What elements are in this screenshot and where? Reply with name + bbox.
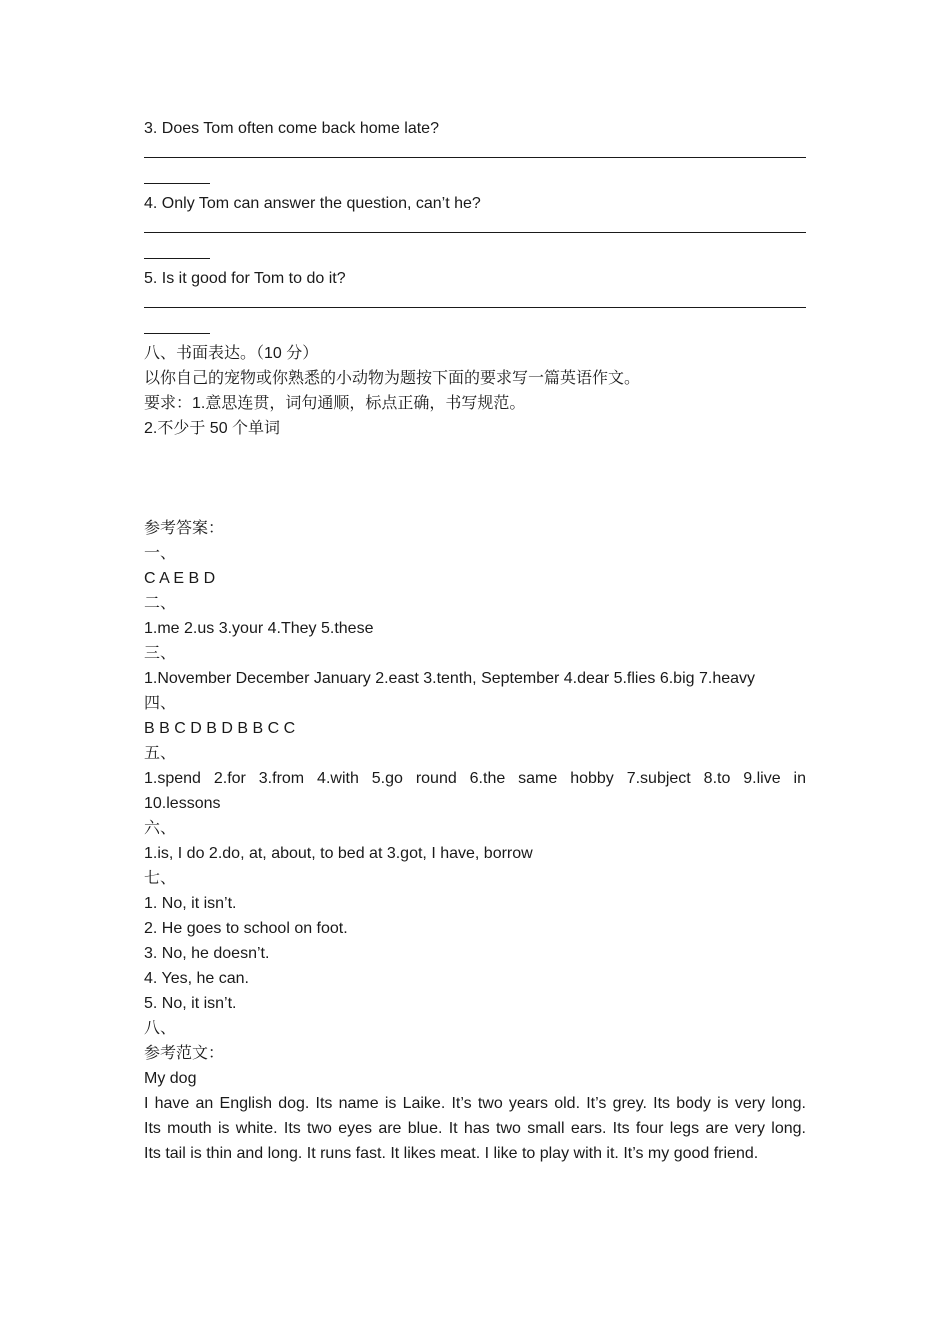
section-2-label: 二、 [144,595,177,612]
essay-title: My dog [144,1070,197,1087]
answer-line-end [144,166,806,191]
writing-instruction: 以你自己的宠物或你熟悉的小动物为题按下面的要求写一篇英语作文。 [144,370,641,387]
writing-heading: 八、书面表达。（10 分） [144,345,319,362]
writing-requirement-1: 要求：1.意思连贯，词句通顺，标点正确，书写规范。 [144,395,526,412]
section-2-answers: 1.me 2.us 3.your 4.They 5.these [144,620,374,637]
question-5: 5. Is it good for Tom to do it? [144,270,346,287]
section-4-label: 四、 [144,695,177,712]
essay-line: I have an English dog. Its name is Laike. It’s two years old. It’s grey. Its body is very long. [144,1095,806,1112]
question-3: 3. Does Tom often come back home late? [144,120,439,137]
page-content [144,116,806,1166]
section-7-answer: 3. No, he doesn’t. [144,945,270,962]
answer-line [144,141,806,166]
spacer [144,441,806,516]
essay-line: Its mouth is white. Its two eyes are blue. It has two small ears. Its four legs are very long. [144,1120,806,1137]
answer-line-end [144,241,806,266]
writing-requirement-2: 2.不少于 50 个单词 [144,420,281,437]
answer-line [144,291,806,316]
section-1-answers: C A E B D [144,570,216,587]
sample-essay-label: 参考范文： [144,1045,225,1062]
question-4: 4. Only Tom can answer the question, can’t he? [144,195,481,212]
section-5-label: 五、 [144,745,177,762]
section-5-answers-cont: 10.lessons [144,795,221,812]
essay-line: Its tail is thin and long. It runs fast. It likes meat. I like to play with it. It’s my good friend. [144,1145,759,1162]
answers-title: 参考答案： [144,520,225,537]
section-5-answers: 1.spend 2.for 3.from 4.with 5.go round 6.the same hobby 7.subject 8.to 9.live in [144,770,806,787]
section-1-label: 一、 [144,545,177,562]
section-3-answers: 1.November December January 2.east 3.tenth, September 4.dear 5.flies 6.big 7.heavy [144,670,756,687]
section-6-label: 六、 [144,820,177,837]
section-6-answers: 1.is, I do 2.do, at, about, to bed at 3.got, I have, borrow [144,845,533,862]
section-7-answer: 5. No, it isn’t. [144,995,237,1012]
section-4-answers: B B C D B D B B C C [144,720,296,737]
section-7-label: 七、 [144,870,177,887]
section-7-answer: 1. No, it isn’t. [144,895,237,912]
section-3-label: 三、 [144,645,177,662]
answer-line [144,216,806,241]
answer-line-end [144,316,806,341]
section-8-label: 八、 [144,1020,177,1037]
section-7-answer: 2. He goes to school on foot. [144,920,348,937]
section-7-answer: 4. Yes, he can. [144,970,249,987]
